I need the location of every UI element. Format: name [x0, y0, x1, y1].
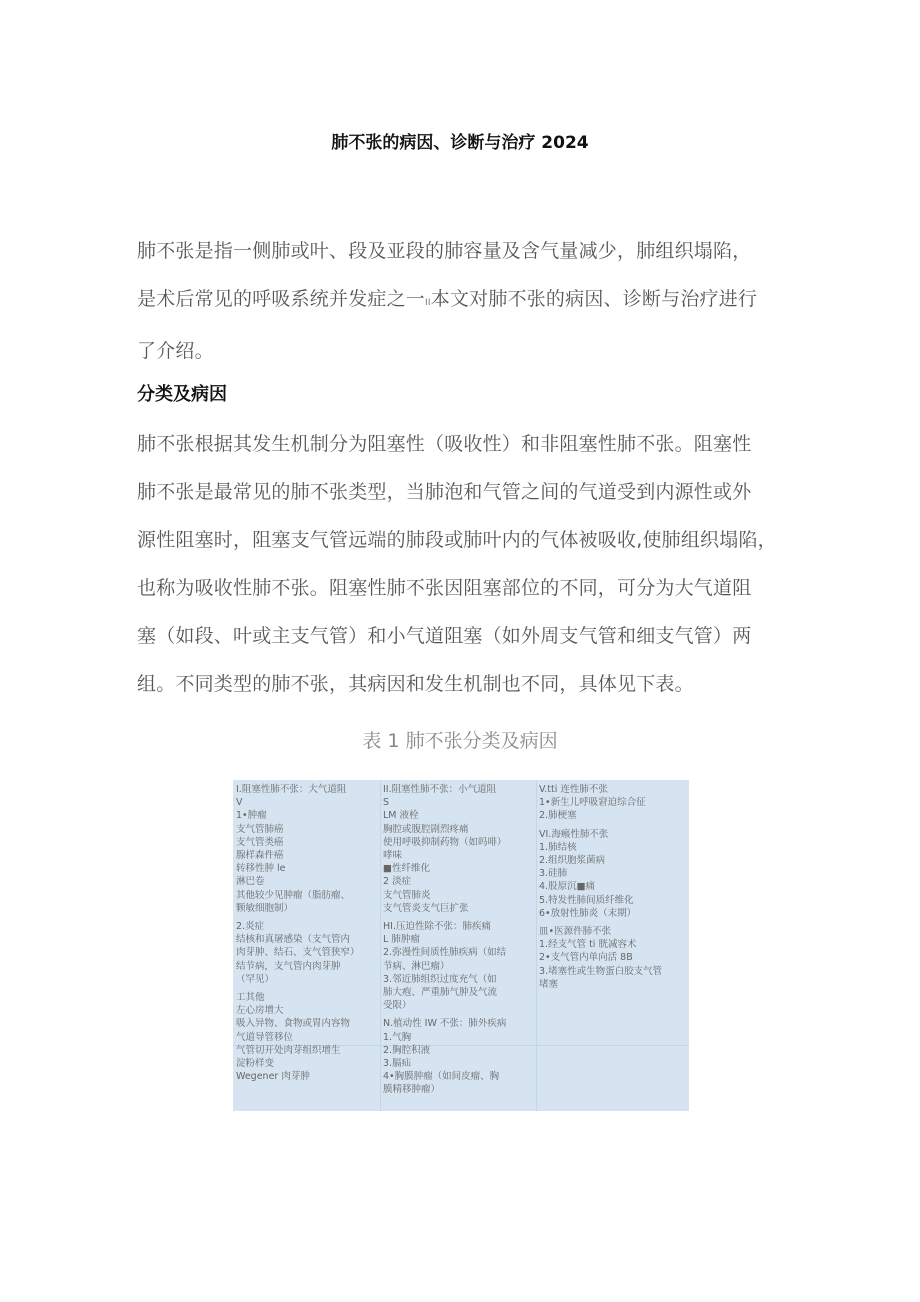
- body-line-4: 也称为吸收性肺不张。阻塞性肺不张因阻塞部位的不同，可分为大气道阻: [137, 577, 752, 599]
- table-cell: 1.气胸: [383, 1031, 412, 1043]
- intro-paragraph: [137, 227, 807, 375]
- intro-line-2-a: 是术后常见的呼吸系统并发症之一: [137, 288, 426, 310]
- table-column-other-types: [539, 783, 687, 991]
- table-cell: 5.特发性肺间质纤维化: [539, 894, 634, 906]
- table-cell: 受限）: [383, 1000, 412, 1012]
- table-cell: 胸腔或腹腔剧烈疼痛: [383, 823, 469, 835]
- table-cell: （罕见）: [236, 973, 275, 985]
- table-divider: [380, 780, 381, 1111]
- table-cell: 节病、淋巴瘤）: [383, 960, 450, 972]
- table-cell: HI.压迫性除不张：肺疾痛: [383, 921, 491, 933]
- table-cell: 堵塞: [539, 978, 559, 990]
- table-cell: 6•放射性肺炎（末期）: [539, 907, 637, 919]
- table-cell: 肉芽肿、结石、支气管狭窄）: [236, 947, 360, 959]
- body-paragraph: [137, 420, 807, 708]
- table-cell: 2.胸腔积液: [383, 1044, 431, 1056]
- table-cell: 淋巴卷: [236, 876, 265, 888]
- table-cell: 3.堵塞性或生物蛋白胶支气管: [539, 965, 663, 977]
- table-cell: 其他较少见肿瘤（脂肪瘤、: [236, 889, 351, 901]
- table-column-obstructive-small-airway: [383, 783, 533, 1097]
- table-cell: VI.海瘢性肺不张: [539, 828, 609, 840]
- table-cell: 结节病，支气管内肉芽肿: [236, 960, 341, 972]
- table-cell: 1.经支气管 ti 胱减容术: [539, 939, 637, 951]
- intro-line-3: 了介绍。: [137, 340, 214, 362]
- table-cell: 工其他: [236, 992, 265, 1004]
- table-cell: I.阻塞性肺不张：大气道阻: [236, 784, 347, 795]
- section-heading: 分类及病因: [137, 384, 227, 405]
- table-cell: 气管切开处肉芽组织增生: [236, 1044, 341, 1056]
- table-column-obstructive-large-airway: [236, 783, 376, 1083]
- table-cell: 3.邻近肺组织过度充气（如: [383, 973, 497, 985]
- table-cell: V: [236, 797, 243, 809]
- table-cell: 皿•医源件肺不张: [539, 926, 612, 938]
- table-cell: 4•胸膜肿瘤（如间皮瘤、胸: [383, 1071, 500, 1083]
- table-cell: 3.硅肺: [539, 868, 568, 880]
- body-line-6: 组。不同类型的肺不张，其病因和发生机制也不同，具体见下表。: [137, 673, 694, 695]
- table-cell: 支气管肺癌: [236, 823, 284, 835]
- table-caption: 表 1 肺不张分类及病因: [362, 730, 558, 752]
- table-cell: 3.膈疝: [383, 1058, 412, 1070]
- table-cell: S: [383, 797, 390, 809]
- body-line-2: 肺不张是最常见的肺不张类型，当肺泡和气管之间的气道受到内源性或外: [137, 481, 752, 503]
- table-cell: 颗敏细胞制）: [236, 902, 294, 914]
- table-cell: II.阻塞性肺不张：小气道阻: [383, 784, 497, 795]
- table-cell: 转移性肿 le: [236, 863, 286, 875]
- table-cell: 2.弥漫性间质性肺疾病（如结: [383, 947, 507, 959]
- table-cell: 1•新生儿呼吸窘迫综合征: [539, 797, 646, 809]
- table-cell: 4.股原沉■痛: [539, 881, 596, 893]
- table-cell: LM 液栓: [383, 810, 419, 822]
- table-cell: V.tti 连性肺不张: [539, 784, 608, 795]
- intro-line-2-b: 本文对肺不张的病因、诊断与治疗进行: [430, 288, 758, 310]
- table-cell: 淀粉样变: [236, 1058, 275, 1070]
- table-cell: 2.肺梗塞: [539, 810, 577, 822]
- body-line-3: 源性阻塞时，阻塞支气管远端的肺段或肺叶内的气体被吸收,使肺组织塌陷，: [137, 529, 777, 551]
- table-cell: 支气管类癌: [236, 836, 284, 848]
- table-cell: 吸入异物、食物或胃内容物: [236, 1018, 351, 1030]
- body-line-1: 肺不张根据其发生机制分为阻塞性（吸收性）和非阻塞性肺不张。阻塞性: [137, 433, 752, 455]
- table-cell: 左心房增大: [236, 1005, 284, 1017]
- table-divider: [536, 780, 537, 1111]
- table-cell: 2.炎症: [236, 921, 265, 933]
- table-cell: 哮味: [383, 850, 403, 862]
- table-cell: 2•支气管内单向活 8B: [539, 952, 633, 964]
- classification-table-image: [233, 780, 689, 1111]
- table-cell: 支气管炎支气巨扩张: [383, 902, 469, 914]
- table-cell: 结核和真屠感染（支气管内: [236, 934, 351, 946]
- table-cell: 使用呼吸抑制药物（如吗啡）: [383, 836, 507, 848]
- table-cell: 气道导管移位: [236, 1031, 294, 1043]
- table-cell: 2 淡症: [383, 876, 412, 888]
- table-cell: 膜精移肿瘤）: [383, 1084, 441, 1096]
- intro-footnote-marker: II: [425, 298, 431, 308]
- table-cell: 肺大疱、严重肺气肿及气流: [383, 987, 498, 999]
- table-cell: 1•肿瘤: [236, 810, 267, 822]
- table-cell: 2.组织胞浆菌病: [539, 855, 606, 867]
- table-cell: 腺样森件癌: [236, 850, 284, 862]
- table-cell: 支气管肺炎: [383, 889, 431, 901]
- table-cell: L 肺肿瘤: [383, 934, 420, 946]
- document-title: 肺不张的病因、诊断与治疗 2024: [331, 133, 589, 153]
- table-cell: ■性纤维化: [383, 863, 430, 875]
- intro-line-1: 肺不张是指一侧肺或叶、段及亚段的肺容量及含气量减少，肺组织塌陷，: [137, 240, 752, 262]
- table-cell: N.植动性 IW 不张：肺外疾病: [383, 1018, 507, 1030]
- table-cell: Wegener 肉芽肿: [236, 1071, 310, 1083]
- table-cell: 1.肺结核: [539, 841, 577, 853]
- body-line-5: 塞（如段、叶或主支气管）和小气道阻塞（如外周支气管和细支气管）两: [137, 625, 752, 647]
- intro-line-2: [137, 275, 807, 327]
